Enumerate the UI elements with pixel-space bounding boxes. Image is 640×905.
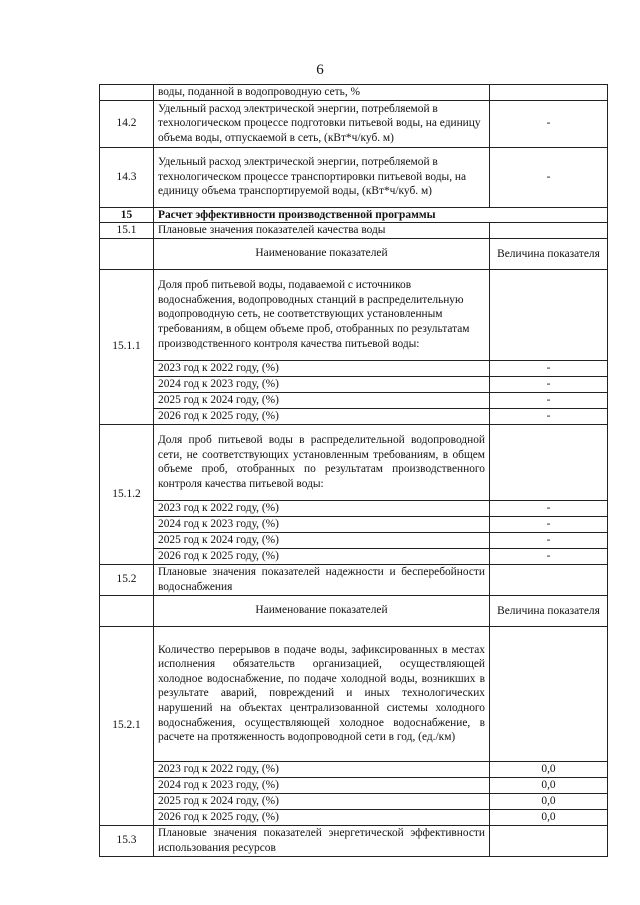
indicator-text: Доля проб питьевой воды, подаваемой с источников водоснабжения, водопроводных станций в распределительную водопроводную сеть, не соответствующих установленным требованиям, в общем объеме проб, отобранных по результатам производственного контроля качества питьевой воды:	[154, 269, 490, 360]
header-row	[100, 595, 608, 626]
empty-cell	[100, 238, 154, 269]
indicator-text: Количество перерывов в подаче воды, зафиксированных в местах исполнения обязательств организацией, осуществляющей холодное водоснабжение, по подаче холодной воды, возникших в результате аварий, повреждений и иных технологических нарушений на объектах централизованной системы холодного водоснабжения, осуществляющей холодное водоснабжение, в расчете на протяженность водопроводной сети в год, (ед./км)	[154, 626, 490, 761]
section-row	[100, 207, 608, 223]
subsection-number: 15.3	[100, 825, 154, 856]
indicator-text: воды, поданной в водопроводную сеть, %	[154, 85, 490, 101]
year-row	[100, 376, 608, 392]
year-value: 0,0	[490, 793, 608, 809]
indicator-value: -	[490, 147, 608, 207]
indicator-row	[100, 626, 608, 761]
year-label: 2024 год к 2023 году, (%)	[154, 376, 490, 392]
year-label: 2025 год к 2024 году, (%)	[154, 392, 490, 408]
year-label: 2023 год к 2022 году, (%)	[154, 360, 490, 376]
year-row	[100, 777, 608, 793]
year-label: 2026 год к 2025 году, (%)	[154, 408, 490, 424]
year-row	[100, 532, 608, 548]
year-value: -	[490, 548, 608, 564]
indicator-value: -	[490, 100, 608, 147]
column-header-value: Величина показателя	[490, 595, 608, 626]
column-header-value: Величина показателя	[490, 238, 608, 269]
year-row	[100, 516, 608, 532]
year-label: 2023 год к 2022 году, (%)	[154, 761, 490, 777]
subsection-number: 15.2	[100, 564, 154, 595]
section-number: 15	[100, 207, 154, 223]
year-label: 2024 год к 2023 году, (%)	[154, 777, 490, 793]
indicator-value	[490, 85, 608, 101]
year-value: 0,0	[490, 761, 608, 777]
year-row	[100, 408, 608, 424]
year-value: -	[490, 408, 608, 424]
subsection-number: 15.1	[100, 223, 154, 239]
empty-cell	[490, 626, 608, 761]
indicator-row	[100, 424, 608, 500]
year-row	[100, 761, 608, 777]
row-number: 15.1.1	[100, 269, 154, 424]
year-label: 2026 год к 2025 году, (%)	[154, 809, 490, 825]
year-value: -	[490, 360, 608, 376]
year-label: 2025 год к 2024 году, (%)	[154, 532, 490, 548]
section-title: Расчет эффективности производственной программы	[154, 207, 608, 223]
year-value: -	[490, 500, 608, 516]
row-number: 14.2	[100, 100, 154, 147]
table-row	[100, 85, 608, 101]
row-number: 15.2.1	[100, 626, 154, 825]
year-row	[100, 392, 608, 408]
empty-cell	[490, 269, 608, 360]
subsection-row	[100, 223, 608, 239]
year-label: 2025 год к 2024 году, (%)	[154, 793, 490, 809]
header-row	[100, 238, 608, 269]
year-row	[100, 809, 608, 825]
year-value: -	[490, 376, 608, 392]
row-number: 14.3	[100, 147, 154, 207]
empty-cell	[490, 223, 608, 239]
year-value: 0,0	[490, 777, 608, 793]
empty-cell	[490, 424, 608, 500]
indicator-text: Удельный расход электрической энергии, потребляемой в технологическом процессе подготовки питьевой воды, на единицу объема воды, отпускаемой в сеть, (кВт*ч/куб. м)	[154, 100, 490, 147]
table-row	[100, 100, 608, 147]
indicator-row	[100, 269, 608, 360]
year-value: -	[490, 392, 608, 408]
year-label: 2024 год к 2023 году, (%)	[154, 516, 490, 532]
year-value: 0,0	[490, 809, 608, 825]
year-row	[100, 793, 608, 809]
row-number	[100, 85, 154, 101]
subsection-title: Плановые значения показателей энергетической эффективности использования ресурсов	[154, 825, 490, 856]
table-row	[100, 147, 608, 207]
subsection-row	[100, 825, 608, 856]
empty-cell	[100, 595, 154, 626]
year-value: -	[490, 532, 608, 548]
year-label: 2023 год к 2022 году, (%)	[154, 500, 490, 516]
indicator-text: Доля проб питьевой воды в распределительной водопроводной сети, не соответствующих установленным требованиям, в общем объеме проб, отобранных по результатам производственного контроля качества питьевой воды:	[154, 424, 490, 500]
column-header-name: Наименование показателей	[154, 595, 490, 626]
column-header-name: Наименование показателей	[154, 238, 490, 269]
empty-cell	[490, 825, 608, 856]
empty-cell	[490, 564, 608, 595]
page-number: 6	[316, 62, 324, 78]
year-row	[100, 500, 608, 516]
year-label: 2026 год к 2025 году, (%)	[154, 548, 490, 564]
row-number: 15.1.2	[100, 424, 154, 564]
year-row	[100, 360, 608, 376]
indicator-text: Удельный расход электрической энергии, потребляемой в технологическом процессе транспортировки питьевой воды, на единицу объема транспортируемой воды, (кВт*ч/куб. м)	[154, 147, 490, 207]
subsection-row	[100, 564, 608, 595]
year-row	[100, 548, 608, 564]
subsection-title: Плановые значения показателей надежности и бесперебойности водоснабжения	[154, 564, 490, 595]
subsection-title: Плановые значения показателей качества воды	[154, 223, 490, 239]
indicators-table	[99, 84, 608, 857]
year-value: -	[490, 516, 608, 532]
